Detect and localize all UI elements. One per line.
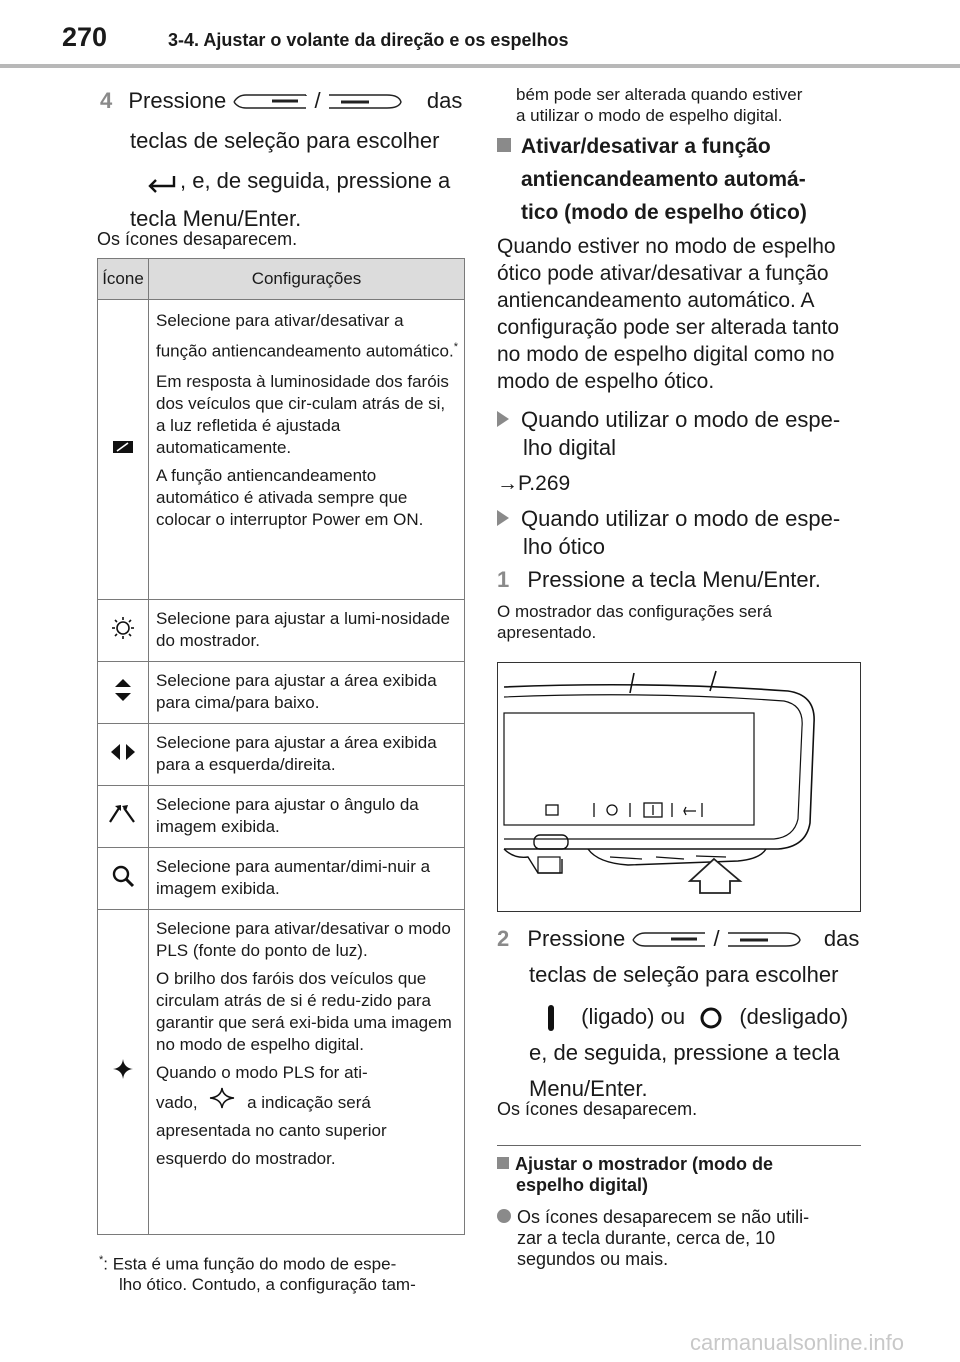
step-text: Pressione a tecla Menu/Enter. [527,567,821,592]
subsection-title: lho digital [523,435,616,460]
table-row [98,910,465,1235]
cell-text: Selecione para ajustar a área exibida para cima/para baixo. [156,671,437,712]
off-circle-icon [697,1004,725,1032]
mirror-illustration [497,662,861,912]
step-text: e, de seguida, pressione a tecla [529,1040,840,1065]
cell-text: vado, [156,1093,198,1112]
icon-settings-table [97,258,465,1235]
section-divider [497,1145,861,1146]
cell-text: a indicação será apresentada no canto superior esquerdo do mostrador. [156,1093,387,1168]
step-text: , e, de seguida, pressione a [180,168,451,193]
page-reference[interactable] [497,470,570,497]
table-row [98,848,465,910]
step-2-note: Os ícones desaparecem. [497,1099,698,1119]
section-title: espelho digital) [516,1175,649,1195]
step-text: Menu/Enter. [529,1076,648,1101]
asterisk: * [453,341,458,353]
body-line: Os ícones desaparecem se não utili- [517,1207,810,1227]
body-line: antiencandeamento automático. A [497,289,815,312]
subsection-title: Quando utilizar o modo de espe- [521,506,841,531]
body-line: ótico pode ativar/desativar a função [497,262,829,285]
step-text: teclas de seleção para escolher [130,128,440,153]
left-selection-button-icon [631,930,707,950]
subsection-title: lho ótico [523,534,605,559]
note-line: O mostrador das configurações será [497,602,772,621]
step-text: tecla Menu/Enter. [130,206,302,231]
body-line: configuração pode ser alterada tanto [497,316,840,339]
footnote-text: : Esta é uma função do modo de espe- [103,1254,397,1274]
section-title: Ativar/desativar a função [521,135,771,158]
cell-text: Selecione para ativar/desativar a função antiencandeamento automático. [156,311,454,361]
reference-link[interactable]: P.269 [518,472,571,495]
subsection-bullet-icon [497,510,509,526]
cell-text: Selecione para ajustar a área exibida para a esquerda/direita. [156,733,437,774]
table-header-icon: Ícone [98,259,149,300]
footnote-text: a utilizar o modo de espelho digital. [516,106,783,125]
section-antiglare-heading [497,130,867,229]
section-display-body [497,1207,867,1270]
watermark: carmanualsonline.info [690,1330,905,1355]
cell-text: Selecione para aumentar/dimi-nuir a imagem exibida. [156,857,431,898]
step-text: das [823,926,860,951]
footnote [99,1250,469,1295]
footnote-text: bém pode ser alterada quando estiver [516,85,803,104]
cell-text: Selecione para ajustar o ângulo da imagem exibida. [156,795,419,836]
section-title: antiencandeamento automá- [521,168,806,191]
body-line: zar a tecla durante, cerca de, 10 [517,1228,776,1248]
table-row [98,724,465,786]
subsection-bullet-icon [497,411,509,427]
table-row [98,786,465,848]
continued-footnote [516,84,802,126]
body-line: modo de espelho ótico. [497,370,715,393]
table-row [98,600,465,662]
left-right-arrows-icon [109,743,137,761]
section-title: Ajustar o mostrador (modo de [515,1154,774,1174]
arrow-right-icon: → [497,472,518,495]
cell-text: Em resposta à luminosidade dos faróis dos veículos que cir-culam atrás de si, a luz refletida é ajustada automaticamente. [156,371,449,457]
step-4 [100,84,470,236]
footnote-text: lho ótico. Contudo, a configuração tam- [119,1274,416,1294]
chapter-title: 3-4. Ajustar o volante da direção e os espelhos [168,30,569,50]
step-text: teclas de seleção para escolher [529,962,839,987]
left-selection-button-icon [232,92,308,112]
cell-text: A função antiencandeamento automático é ativada sempre que colocar o interruptor Power em ON. [156,465,424,529]
cell-text: Selecione para ajustar a lumi-nosidade do mostrador. [156,609,450,650]
tilt-angle-icon [108,802,138,826]
table-row [98,662,465,724]
note-icons-disappear: Os ícones desaparecem. [97,229,298,249]
step-1-note [497,601,772,643]
bullet-dot-icon [497,1209,511,1223]
step-text: das [426,88,463,113]
table-header-settings: Configurações [149,259,465,300]
section-display-heading [497,1154,867,1196]
pls-indicator-icon [202,1086,242,1110]
digital-mirror-drawing [498,663,860,911]
cell-text: Quando o modo PLS for ati- [156,1063,368,1082]
pls-sparkle-icon [111,1057,135,1081]
right-selection-button-icon [327,92,403,112]
step-number: 2 [497,926,510,951]
section-bullet-icon [497,1157,509,1169]
page-number: 270 [62,22,108,52]
section-bullet-icon [497,138,511,152]
subsection-title: Quando utilizar o modo de espe- [521,407,841,432]
up-down-arrows-icon [114,677,132,703]
auto-antiglare-icon [112,439,134,455]
header-rule [0,64,960,68]
subsection-optical [497,505,867,561]
zoom-icon [111,864,135,888]
body-line: segundos ou mais. [517,1249,669,1269]
brightness-icon [111,616,135,640]
step-text: (desligado) [739,1004,849,1029]
footnote-mark: * [99,1254,104,1266]
body-line: Quando estiver no modo de espelho [497,235,836,258]
step-text: Pressione [128,88,227,113]
right-selection-button-icon [726,930,802,950]
table-row [98,300,465,600]
step-1 [497,563,821,597]
step-2 [497,922,867,1106]
cell-text: O brilho dos faróis dos veículos que circulam atrás de si é redu-zido para garantir que será exi-bida uma imagem no modo de espelho digital. [156,969,452,1054]
note-line: apresentado. [497,623,597,642]
step-text: (ligado) ou [581,1004,686,1029]
step-text: Pressione [527,926,626,951]
on-bar-icon [537,1003,567,1033]
section-title: tico (modo de espelho ótico) [521,201,807,224]
cell-text: Selecione para ativar/desativar o modo PLS (fonte do ponto de luz). [156,919,451,960]
slash: / [713,926,720,951]
step-number: 1 [497,567,510,592]
step-number: 4 [100,88,113,113]
subsection-digital [497,406,867,462]
slash: / [314,88,321,113]
section-antiglare-body [497,233,867,395]
body-line: no modo de espelho digital como no [497,343,835,366]
return-icon [144,170,180,194]
